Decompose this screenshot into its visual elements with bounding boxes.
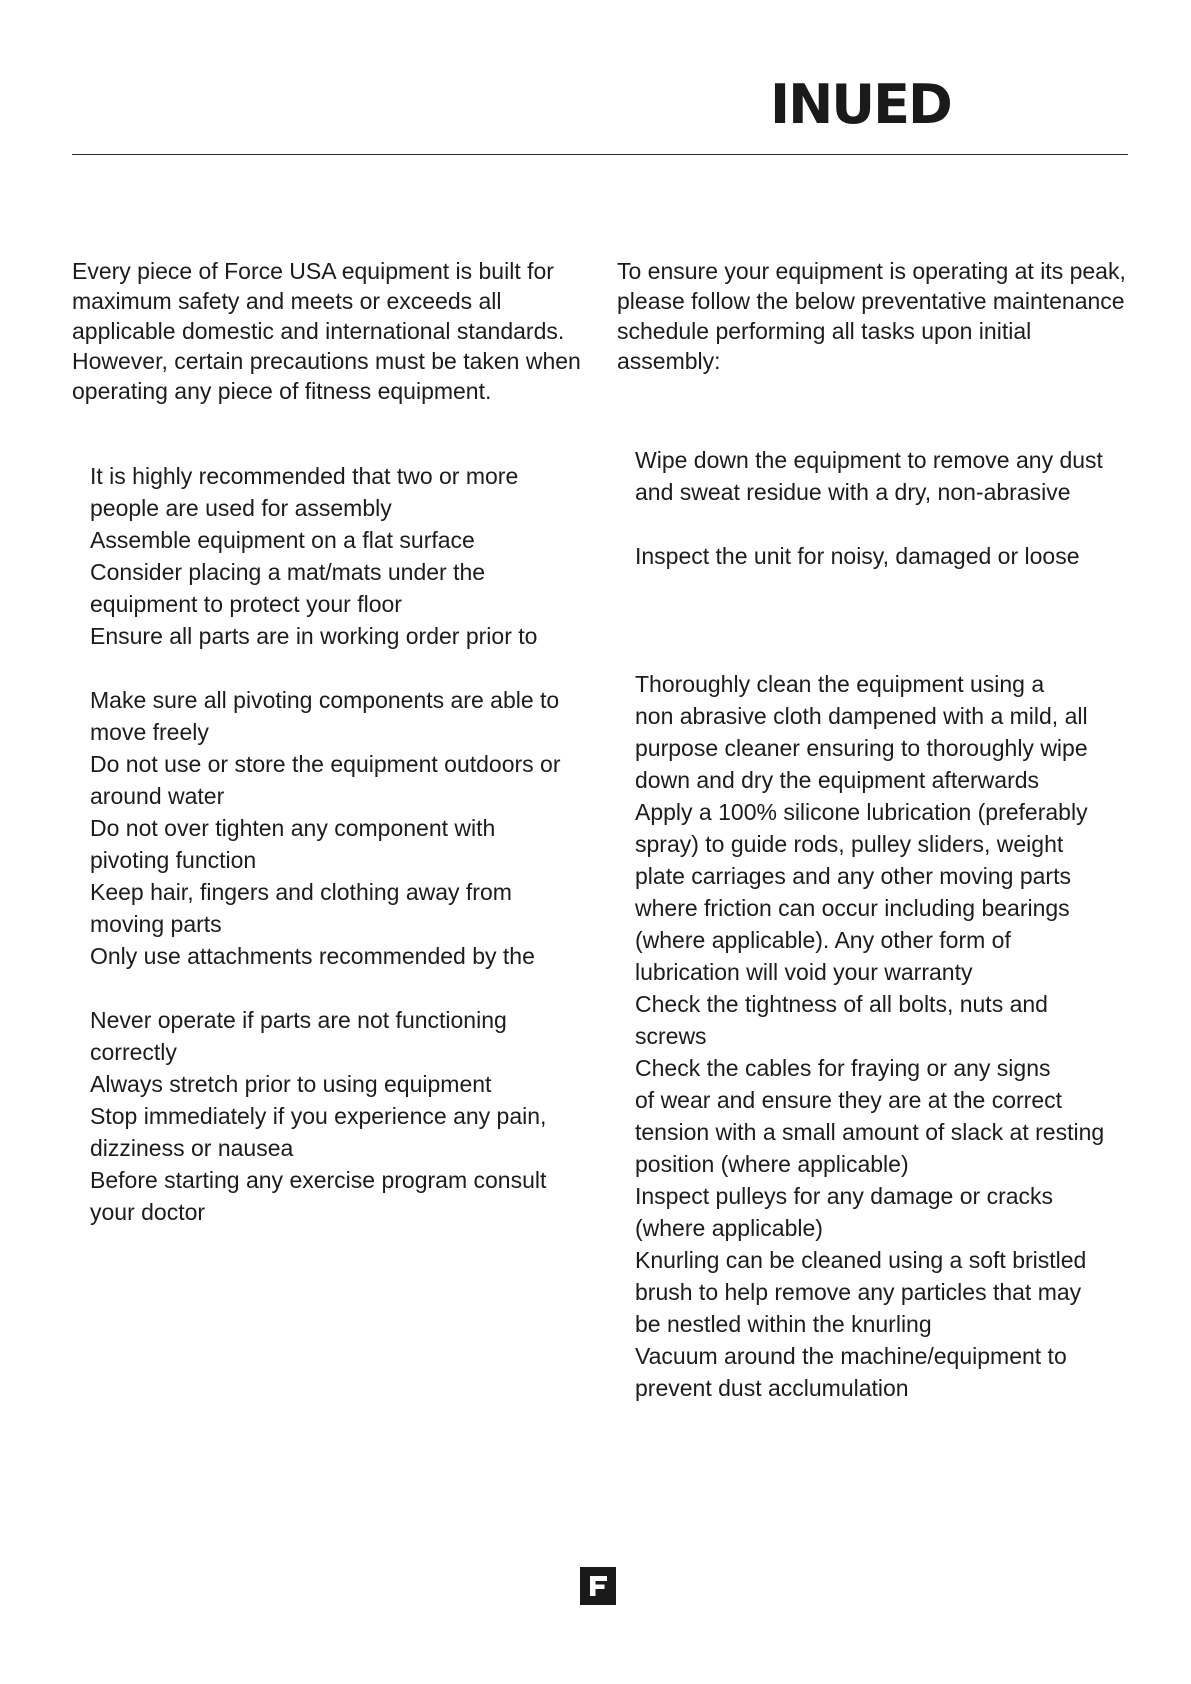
maintenance-line: (where applicable) xyxy=(635,1215,823,1241)
safety-line: correctly xyxy=(90,1039,177,1065)
page-title: INUED xyxy=(770,73,951,136)
maintenance-line: Knurling can be cleaned using a soft bristled xyxy=(635,1247,1087,1273)
maintenance-intro: To ensure your equipment is operating at its peak, please follow the below preventative maintenance schedule performing all tasks upon initial assembly: xyxy=(617,258,1126,374)
safety-line: Always stretch prior to using equipment xyxy=(90,1071,492,1097)
safety-line: Keep hair, fingers and clothing away from xyxy=(90,879,512,905)
safety-intro: Every piece of Force USA equipment is built for maximum safety and meets or exceeds all applicable domestic and international standards. However, certain precautions must be taken when operating any piece of fitness equipment. xyxy=(72,258,581,404)
safety-line: people are used for assembly xyxy=(90,495,392,521)
maintenance-line: Check the tightness of all bolts, nuts and xyxy=(635,991,1048,1017)
maintenance-line: lubrication will void your warranty xyxy=(635,959,973,985)
safety-line: Assemble equipment on a flat surface xyxy=(90,527,475,553)
safety-line: equipment to protect your floor xyxy=(90,591,402,617)
maintenance-line: Inspect pulleys for any damage or cracks xyxy=(635,1183,1054,1209)
safety-line: Only use attachments recommended by the xyxy=(90,943,535,969)
maintenance-line: and sweat residue with a dry, non-abrasive xyxy=(635,479,1071,505)
safety-line: Consider placing a mat/mats under the xyxy=(90,559,486,585)
maintenance-line: Apply a 100% silicone lubrication (preferably xyxy=(635,799,1088,825)
maintenance-line: prevent dust acclumulation xyxy=(635,1375,909,1401)
maintenance-line: of wear and ensure they are at the correct xyxy=(635,1087,1063,1113)
safety-line: dizziness or nausea xyxy=(90,1135,294,1161)
safety-line: move freely xyxy=(90,719,209,745)
header-divider xyxy=(72,154,1128,155)
safety-line: Make sure all pivoting components are able to xyxy=(90,687,560,713)
maintenance-line: Inspect the unit for noisy, damaged or loose xyxy=(635,543,1080,569)
safety-line: your doctor xyxy=(90,1199,206,1225)
safety-line: pivoting function xyxy=(90,847,257,873)
safety-line: Stop immediately if you experience any pain, xyxy=(90,1103,547,1129)
safety-line: It is highly recommended that two or more xyxy=(90,463,519,489)
force-usa-logo-icon xyxy=(580,1567,616,1605)
safety-line: around water xyxy=(90,783,225,809)
maintenance-line: purpose cleaner ensuring to thoroughly wipe xyxy=(635,735,1088,761)
maintenance-line: spray) to guide rods, pulley sliders, weight xyxy=(635,831,1064,857)
maintenance-line: Check the cables for fraying or any signs xyxy=(635,1055,1051,1081)
maintenance-line: (where applicable). Any other form of xyxy=(635,927,1011,953)
maintenance-line: plate carriages and any other moving parts xyxy=(635,863,1071,889)
maintenance-line: screws xyxy=(635,1023,707,1049)
maintenance-line: Wipe down the equipment to remove any dust xyxy=(635,447,1103,473)
safety-line: Do not over tighten any component with xyxy=(90,815,496,841)
maintenance-line: position (where applicable) xyxy=(635,1151,909,1177)
maintenance-line: be nestled within the knurling xyxy=(635,1311,932,1337)
safety-line: Ensure all parts are in working order prior to xyxy=(90,623,538,649)
maintenance-line: tension with a small amount of slack at resting xyxy=(635,1119,1105,1145)
safety-line: moving parts xyxy=(90,911,222,937)
maintenance-line: Vacuum around the machine/equipment to xyxy=(635,1343,1067,1369)
safety-line: Before starting any exercise program consult xyxy=(90,1167,547,1193)
safety-line: Never operate if parts are not functioning xyxy=(90,1007,507,1033)
maintenance-line: brush to help remove any particles that may xyxy=(635,1279,1082,1305)
maintenance-line: down and dry the equipment afterwards xyxy=(635,767,1040,793)
maintenance-line: where friction can occur including bearings xyxy=(635,895,1070,921)
maintenance-line: Thoroughly clean the equipment using a xyxy=(635,671,1045,697)
maintenance-line: non abrasive cloth dampened with a mild, all xyxy=(635,703,1088,729)
safety-line: Do not use or store the equipment outdoors or xyxy=(90,751,561,777)
